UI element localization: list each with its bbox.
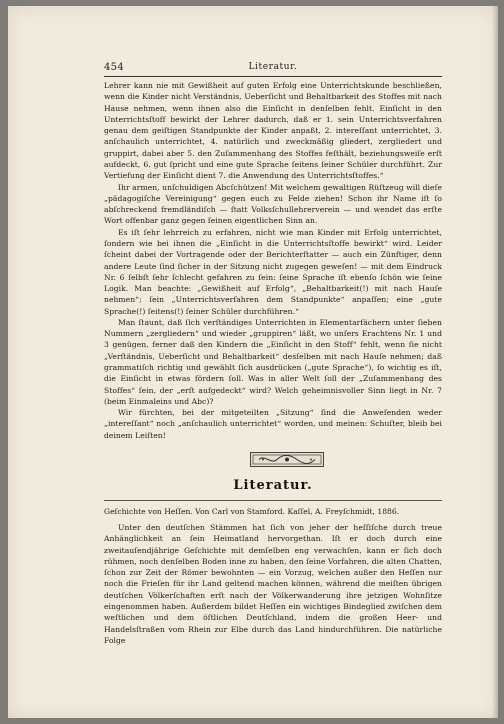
review-text (104, 522, 442, 646)
book-citation: Geſchichte von Heſſen. Von Carl von Stamford. Kaſſel, A. Freyſchmidt, 1886. (104, 507, 400, 516)
page-number: 454 (104, 62, 124, 73)
section-heading: Literatur. (233, 478, 313, 493)
running-title: Literatur. (248, 62, 298, 72)
paragraph-2: Ihr armen, unſchuldigen Abcſchützen! Mit welchem gewaltigen Rüſtzeug will dieſe „pädagogiſche Vereinigung“ gegen euch zu Felde ziehen! Schon ihr Name iſt ſo abſchreckend fremdländiſch — ſtatt Volksſchullehrerverein — und wendet das erſte Wort offenbar ganz gegen ſeinen eigentlichen Sinn an. (104, 182, 442, 226)
paragraph-1: Lehrer kann nie mit Gewißheit auf guten Erfolg eine Unterrichtskunde beschließen, wenn die Kinder nicht Verständnis, Ueberſicht und Behaltbarkeit des Stoffes mit nach Hause nehmen, wenn ihnen also die Einſicht in denſelben fehlt. Einſicht in den Unterrichtsſtoff bewirkt der Lehrer dadurch, daß er 1. sein Unterrichtsverfahren genau dem geiſtigen Standpunkte der Kinder anpaßt, 2. intereſſant unterrichtet, 3. anſchaulich unterrichtet, 4. natürlich und zweckmäßig gliedert, zergliedert und gruppirt, dabei aber 5. den Zuſammenhang des Stoffes feſthält, beziehungsweiſe erſt aufdeckt, 6. gut ſpricht und eine gute Sprache ſeitens ſeiner Schüler durchführt. Zur Vertiefung der Einſicht dient 7. die Anwendung des Unterrichtsſtoffes.“ (104, 81, 442, 181)
ornament-icon (251, 453, 323, 466)
page-header (104, 62, 442, 76)
review-paragraph: Unter den deutſchen Stämmen hat ſich von jeher der heſſiſche durch treue Anhänglichkeit an ſein Heimatland hervorgethan. Iſt er doch durch eine zweitauſendjährige Geſchichte mit demſelben eng verwachſen, kann er ſich doch rühmen, noch denſelben Boden inne zu haben, den ſeine Vorfahren, die alten Chatten, ſchon zur Zeit der Römer bewohnten — ein Vorzug, welchen außer den Heſſen nur noch die Frieſen für ihr Land geltend machen können, während die meiſten übrigen deutſchen Völkerſchaften erſt nach der Völkerwanderung ihre jetzigen Wohnſitze eingenommen haben. Außerdem bildet Heſſen ein wichtiges Bindeglied zwiſchen dem weſtlichen und dem öſtlichen Deutſchland, indem die großen Heer- und Handelsſtraßen vom Rhein zur Elbe durch das Land hindurchführen. Die natürliche Folge (104, 523, 442, 645)
page-gutter-shadow (492, 6, 498, 718)
paragraph-5: Wir fürchten, bei der mitgeteilten „Sitzung“ ſind die Anweſenden weder „intereſſant“ noch „anſchaulich unterrichtet“ worden, und meinen: Schuſter, bleib bei deinem Leiſten! (104, 408, 442, 440)
ornament-divider (250, 452, 324, 467)
essay-text (104, 80, 442, 441)
header-rule (104, 76, 442, 77)
paragraph-4: Man ſtaunt, daß ſich verſtändiges Unterrichten in Elementarfächern unter ſieben Nummern „zergliedern“ und wieder „gruppiren“ läßt, wo unſers Erachtens Nr. 1 und 3 genügen, ferner daß den Kindern die „Einſicht in den Stoff“ fehlt, wenn ſie nicht „Verſtändnis, Ueberſicht und Behaltbarkeit“ desſelben mit nach Hauſe nehmen; daß grammatiſch richtig und gewählt ſich ausdrücken („gute Sprache“), ſo wichtig es iſt, die Einſicht in etwas fördern ſoll. Was in aller Welt ſoll der „Zuſammenhang des Stoffes“ ſein, der „erſt aufgedeckt“ wird? Welch geheimnisvoller Sinn liegt in Nr. 7 (beim Einmaleins und Abc)? (104, 317, 442, 406)
heading-rule (104, 500, 442, 501)
paragraph-3: Es iſt ſehr lehrreich zu erfahren, nicht wie man Kinder mit Erfolg unterrichtet, ſondern wie bei ihnen die „Einſicht in die Unterrichtsſtoffe bewirkt“ wird. Leider ſcheint dabei der Vortragende oder der Berichterſtatter — auch ein Zünftiger, denn andere Leute ſind ſicher in der Sitzung nicht zugegen geweſen! — mit dem Eindruck Nr. 6 ſelbſt ſehr ſchlecht gefahren zu ſein: ſeine Sprache iſt ebenſo ſchön wie ſeine Logik. Man beachte: „Gewißheit auf Erfolg“, „Behaltbarkeit(!) mit nach Hauſe nehmen“; ſein „Unterrichtsverfahren dem Standpunkte“ anpaſſen; eine „gute Sprache(!) ſeitens(!) ſeiner Schüler durchführen.“ (104, 227, 442, 316)
